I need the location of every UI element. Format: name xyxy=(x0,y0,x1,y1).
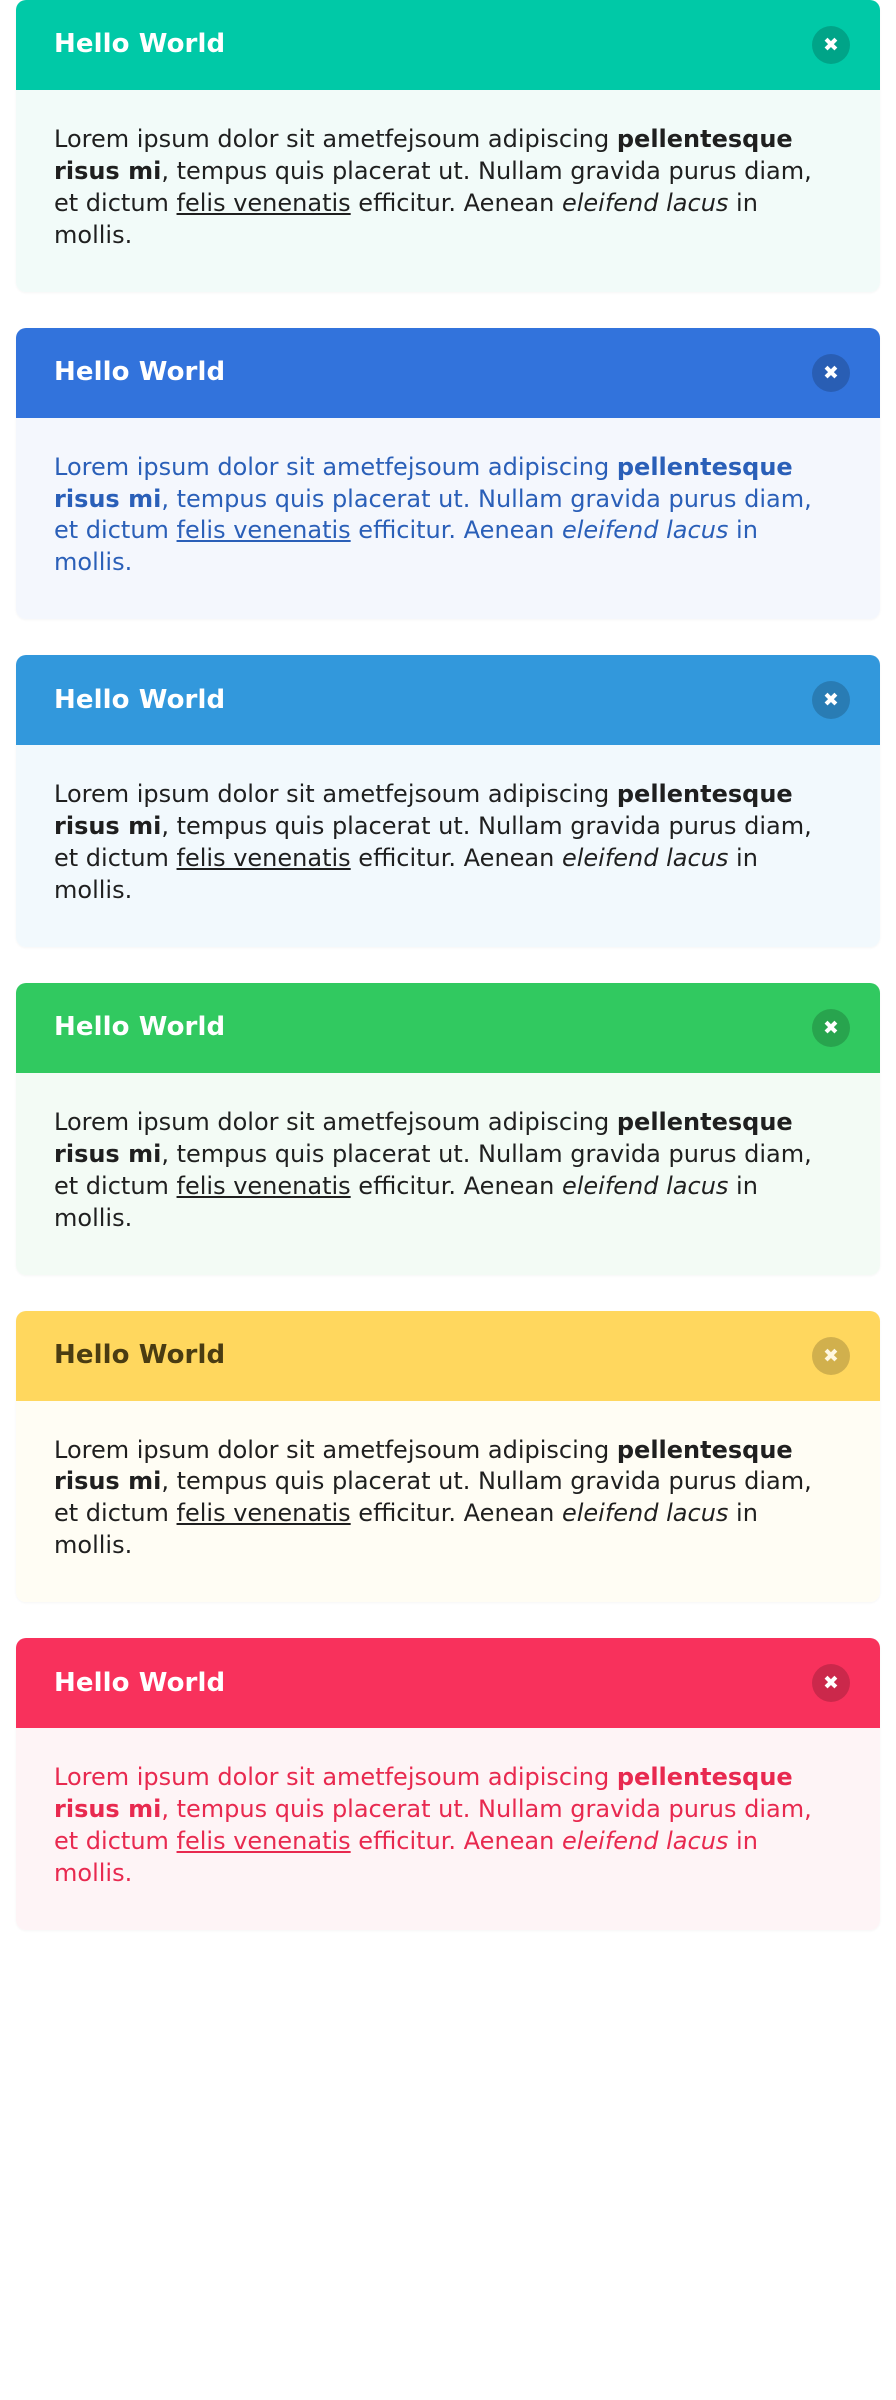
alert-text-part4: in mollis. xyxy=(54,1171,758,1232)
alert-body xyxy=(16,745,880,947)
alert-text-part1: Lorem ipsum dolor sit ametfejsoum adipiscing xyxy=(54,1435,617,1464)
alert-text-part1: Lorem ipsum dolor sit ametfejsoum adipiscing xyxy=(54,1107,617,1136)
alert-text-italic: eleifend lacus xyxy=(561,1171,729,1200)
alert-text-italic: eleifend lacus xyxy=(561,1826,729,1855)
alert-body xyxy=(16,90,880,292)
alert-header xyxy=(16,983,880,1073)
alert-card xyxy=(16,328,880,620)
alert-header xyxy=(16,1311,880,1401)
alert-paragraph xyxy=(54,779,842,907)
alert-text-bold: pellentesque risus mi xyxy=(54,1435,793,1496)
alert-text-italic: eleifend lacus xyxy=(561,188,729,217)
alert-header xyxy=(16,328,880,418)
alert-title: Hello World xyxy=(54,357,226,388)
alert-text-part2: , tempus quis placerat ut. Nullam gravida purus diam, et dictum xyxy=(54,812,812,873)
alert-text-part4: in mollis. xyxy=(54,1499,758,1560)
alert-text-italic: eleifend lacus xyxy=(561,1499,729,1528)
alert-text-part2: , tempus quis placerat ut. Nullam gravida purus diam, et dictum xyxy=(54,156,812,217)
alert-text-part3: efficitur. Aenean xyxy=(350,188,562,217)
alert-card xyxy=(16,0,880,292)
close-icon[interactable]: ✖ xyxy=(812,1664,850,1702)
close-icon[interactable]: ✖ xyxy=(812,1337,850,1375)
alert-text-part2: , tempus quis placerat ut. Nullam gravida purus diam, et dictum xyxy=(54,1467,812,1528)
alert-text-bold: pellentesque risus mi xyxy=(54,780,793,841)
alert-text-part1: Lorem ipsum dolor sit ametfejsoum adipiscing xyxy=(54,452,617,481)
alert-body xyxy=(16,1073,880,1275)
alert-title: Hello World xyxy=(54,1339,226,1370)
alert-link[interactable]: felis venenatis xyxy=(176,1499,351,1528)
alert-text-bold: pellentesque risus mi xyxy=(54,1763,793,1824)
close-icon[interactable]: ✖ xyxy=(812,1009,850,1047)
alert-text-part1: Lorem ipsum dolor sit ametfejsoum adipiscing xyxy=(54,1763,617,1792)
alert-link[interactable]: felis venenatis xyxy=(176,516,351,545)
alert-text-part3: efficitur. Aenean xyxy=(350,844,562,873)
alert-text-part2: , tempus quis placerat ut. Nullam gravida purus diam, et dictum xyxy=(54,1139,812,1200)
alert-header xyxy=(16,1638,880,1728)
alert-text-italic: eleifend lacus xyxy=(561,516,729,545)
alert-header xyxy=(16,655,880,745)
alert-card xyxy=(16,1311,880,1603)
alert-text-part4: in mollis. xyxy=(54,516,758,577)
close-icon[interactable]: ✖ xyxy=(812,26,850,64)
alert-text-part1: Lorem ipsum dolor sit ametfejsoum adipiscing xyxy=(54,125,617,153)
alert-text-bold: pellentesque risus mi xyxy=(54,1107,793,1168)
alert-text-part4: in mollis. xyxy=(54,844,758,904)
alert-link[interactable]: felis venenatis xyxy=(176,844,351,873)
alert-paragraph xyxy=(54,124,842,252)
alert-text-part4: in mollis. xyxy=(54,1826,758,1887)
alert-text-part4: in mollis. xyxy=(54,188,758,249)
alert-link[interactable]: felis venenatis xyxy=(176,188,351,217)
alert-card xyxy=(16,983,880,1275)
alert-paragraph xyxy=(54,1107,842,1235)
alert-text-italic: eleifend lacus xyxy=(561,844,729,873)
alert-link[interactable]: felis venenatis xyxy=(176,1171,351,1200)
alert-text-part3: efficitur. Aenean xyxy=(350,1499,562,1528)
alert-text-part2: , tempus quis placerat ut. Nullam gravida purus diam, et dictum xyxy=(54,1795,812,1855)
alert-title: Hello World xyxy=(54,684,226,715)
alert-body xyxy=(16,418,880,620)
alert-paragraph xyxy=(54,1435,842,1563)
alert-body xyxy=(16,1728,880,1930)
alert-paragraph xyxy=(54,452,842,580)
alert-card xyxy=(16,655,880,947)
alert-title: Hello World xyxy=(54,1012,226,1043)
alert-text-part2: , tempus quis placerat ut. Nullam gravida purus diam, et dictum xyxy=(54,484,812,545)
close-icon[interactable]: ✖ xyxy=(812,354,850,392)
alert-text-part3: efficitur. Aenean xyxy=(350,516,562,545)
alert-text-bold: pellentesque risus mi xyxy=(54,125,793,185)
alert-header xyxy=(16,0,880,90)
alert-title: Hello World xyxy=(54,29,226,60)
alert-title: Hello World xyxy=(54,1667,226,1698)
alert-card xyxy=(16,1638,880,1930)
alert-text-part3: efficitur. Aenean xyxy=(350,1826,562,1855)
alert-text-bold: pellentesque risus mi xyxy=(54,452,793,513)
alert-text-part3: efficitur. Aenean xyxy=(350,1171,562,1200)
alert-text-part1: Lorem ipsum dolor sit ametfejsoum adipiscing xyxy=(54,780,617,809)
alert-paragraph xyxy=(54,1762,842,1890)
close-icon[interactable]: ✖ xyxy=(812,681,850,719)
alert-link[interactable]: felis venenatis xyxy=(176,1826,351,1855)
alert-body xyxy=(16,1401,880,1603)
